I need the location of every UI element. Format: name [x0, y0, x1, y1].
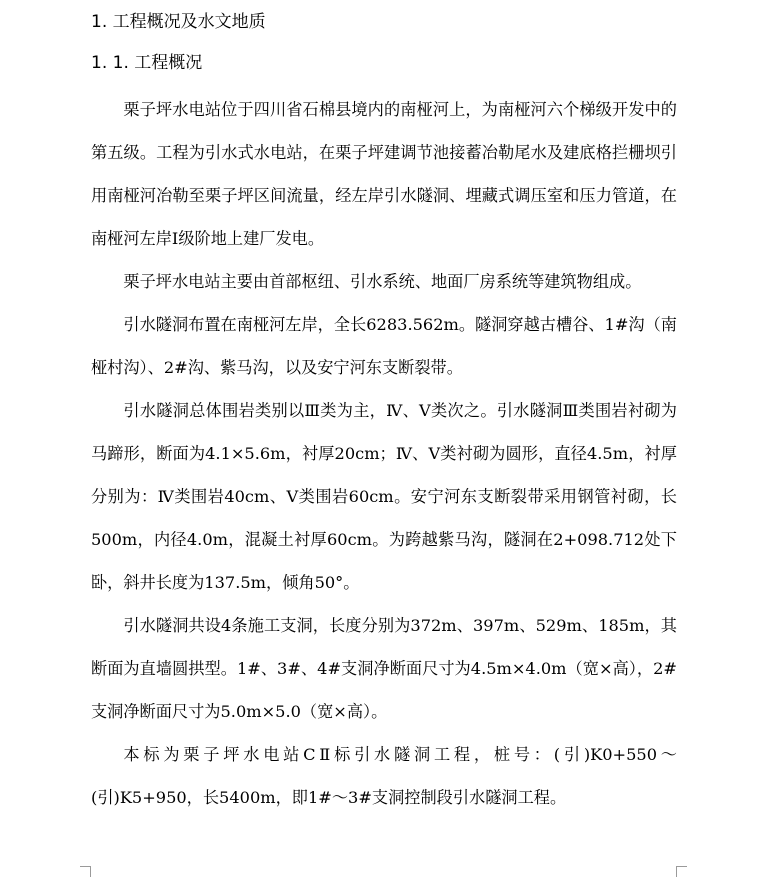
paragraph-tunnel-layout: 引水隧洞布置在南桠河左岸，全长6283.562m。隧洞穿越古槽谷、1#沟（南桠村沟）、2#沟、紫马沟，以及安宁河东支断裂带。	[91, 315, 677, 377]
paragraph-structures: 栗子坪水电站主要由首部枢纽、引水系统、地面厂房系统等建筑物组成。	[123, 272, 642, 291]
subsection-heading: 1. 1. 工程概况	[91, 53, 203, 73]
paragraph-construction-adits: 引水隧洞共设4条施工支洞，长度分别为372m、397m、529m、185m，其断面为直墙圆拱型。1#、3#、4#支洞净断面尺寸为4.5m×4.0m（宽×高），2#支洞净断面尺寸为5.0m×5.0（宽×高）。	[91, 616, 677, 721]
paragraph-surrounding-rock: 引水隧洞总体围岩类别以Ⅲ类为主，Ⅳ、Ⅴ类次之。引水隧洞Ⅲ类围岩衬砌为马蹄形，断面为4.1×5.6m，衬厚20cm；Ⅳ、Ⅴ类衬砌为圆形，直径4.5m，衬厚分别为：Ⅳ类围岩40cm、Ⅴ类围岩60cm。安宁河东支断裂带采用钢管衬砌，长500m，内径4.0m，混凝土衬厚60cm。为跨越紫马沟，隧洞在2+098.712处下卧，斜井长度为137.5m，倾角50°。	[91, 401, 677, 592]
margin-corner-mark-left	[80, 866, 91, 877]
section-heading: 1. 工程概况及水文地质	[91, 12, 266, 32]
margin-corner-mark-right	[676, 866, 687, 877]
paragraph-overview: 栗子坪水电站位于四川省石棉县境内的南桠河上，为南桠河六个梯级开发中的第五级。工程为引水式水电站，在栗子坪建调节池接蓄冶勒尾水及建底格拦栅坝引用南桠河冶勒至栗子坪区间流量，经左岸引水隧洞、埋藏式调压室和压力管道，在南桠河左岸Ⅰ级阶地上建厂发电。	[91, 100, 677, 248]
document-body	[91, 88, 677, 819]
paragraph-contract-scope: 本标为栗子坪水电站CⅡ标引水隧洞工程，桩号：(引)K0+550～(引)K5+950，长5400m，即1#～3#支洞控制段引水隧洞工程。	[91, 745, 677, 807]
